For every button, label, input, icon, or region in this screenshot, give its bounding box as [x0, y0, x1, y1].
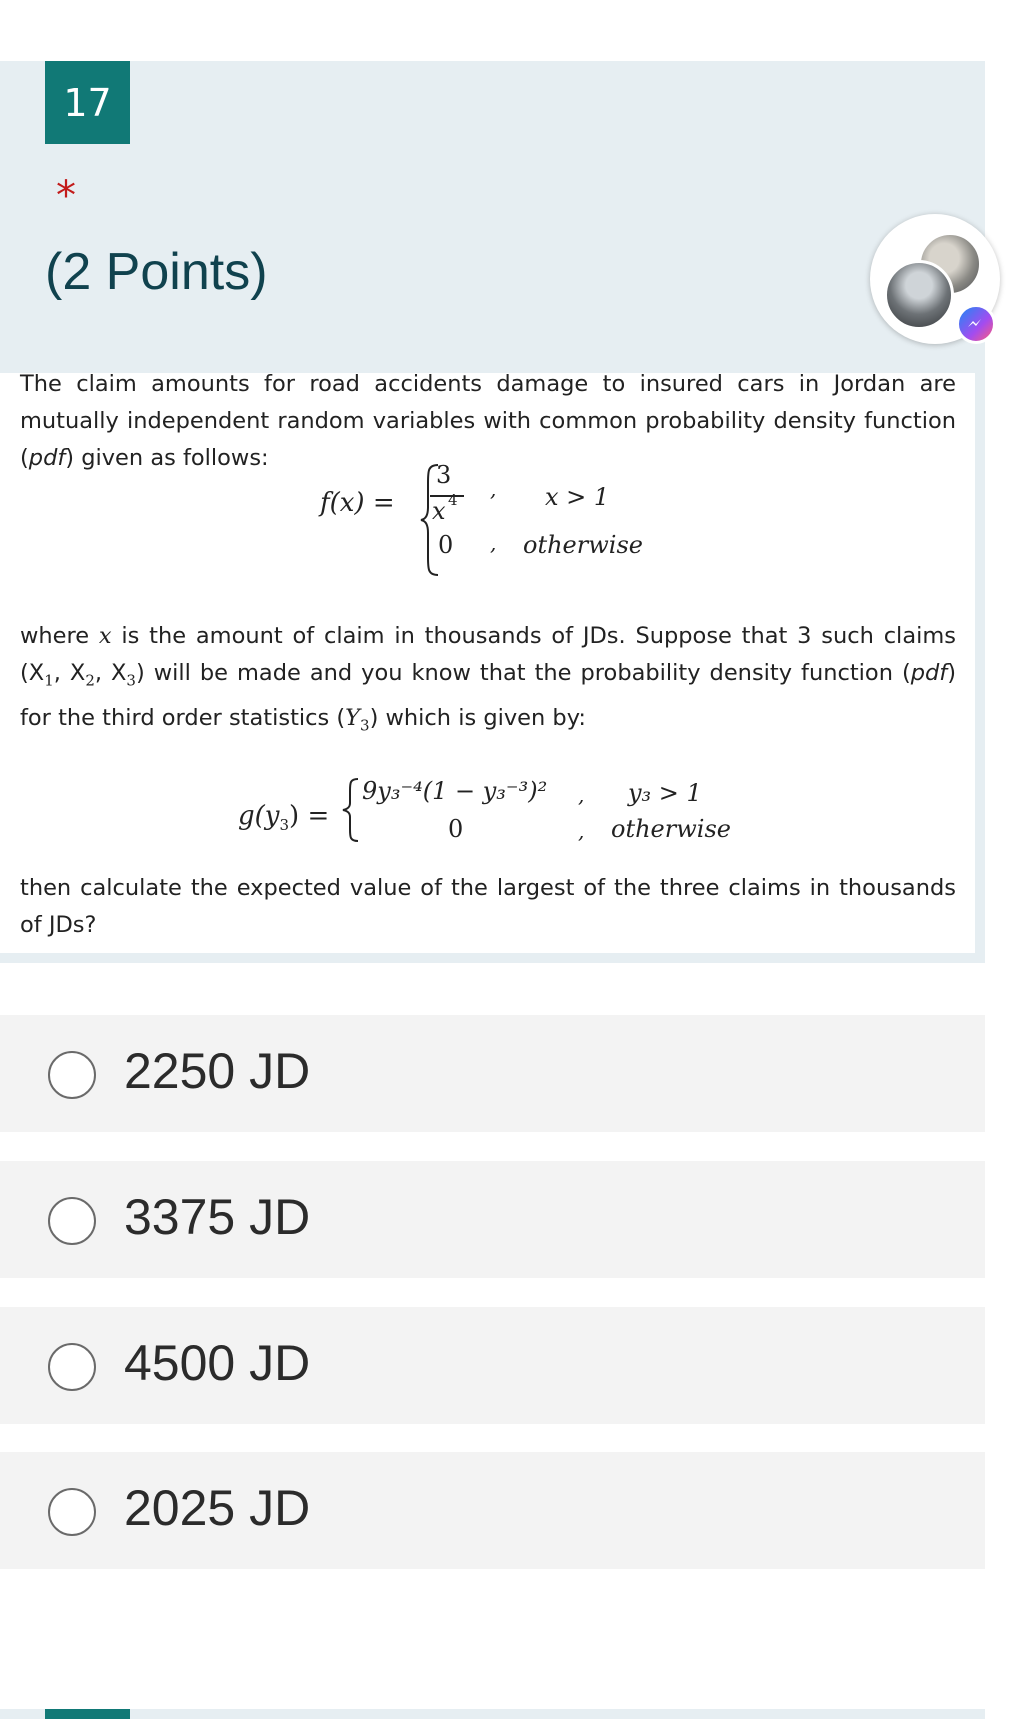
answer-option-label: 2025 JD [124, 1480, 311, 1536]
answer-option[interactable] [0, 1307, 985, 1424]
answer-option-label: 2250 JD [124, 1043, 311, 1099]
answer-option[interactable] [0, 1015, 985, 1132]
next-question-number [45, 1709, 130, 1719]
question-paragraph-1: The claim amounts for road accidents damage to insured cars in Jordan are mutually independent random variables with common probability density function (pdf) given as follows: [20, 371, 956, 471]
answer-option-label: 3375 JD [124, 1189, 311, 1245]
question-paragraph-3: then calculate the expected value of the largest of the three claims in thousands of JDs? [20, 875, 956, 938]
radio-button[interactable] [48, 1343, 96, 1391]
question-points: (2 Points) [45, 243, 268, 301]
chat-heads-bubble[interactable] [870, 214, 1010, 344]
avatar-photo [884, 260, 954, 330]
answer-option[interactable] [0, 1452, 985, 1569]
next-question-card [0, 1709, 985, 1719]
question-body: The claim amounts for road accidents damage to insured cars in Jordan are mutually independent random variables with common probability density function (pdf) given as follows: f(x) = 3 x 4 0 , , x > 1 otherwise where x is the amount of claim in thousands of JDs. Suppose that 3 such claims ($X_1$, $X_2$, $X_3$) will be made and you know that the probability density function (pdf) for the third order statistics $(Y_3)$ which is given by: $g(y_3)$ = 9y₃⁻⁴(1 − y₃⁻³)² 0 , , y₃ > 1 otherwise then calculate the expected value of the largest of the three claims in thousands of JDs? [0, 373, 975, 953]
left-brace-icon [340, 775, 362, 845]
radio-button[interactable] [48, 1197, 96, 1245]
question-number: 17 [45, 61, 130, 144]
answer-option-label: 4500 JD [124, 1335, 311, 1391]
radio-button[interactable] [48, 1051, 96, 1099]
required-marker: * [56, 173, 76, 219]
answer-option[interactable] [0, 1161, 985, 1278]
radio-button[interactable] [48, 1488, 96, 1536]
messenger-icon [956, 304, 996, 344]
question-paragraph-2: where x is the amount of claim in thousands of JDs. Suppose that 3 such claims ($X_1$, $X_2$, $X_3$) will be made and you know that the probability density function (pdf) for the third order statistics $(Y_3)$ which is given by: [20, 623, 957, 734]
